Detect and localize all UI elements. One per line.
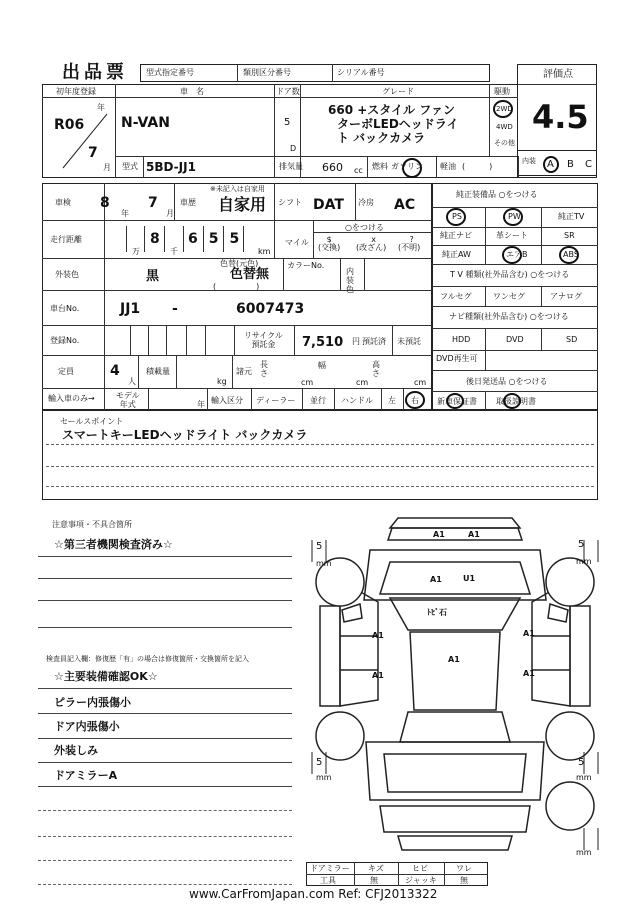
- model-year-label: モデル 年式: [116, 391, 140, 409]
- damage-a1-windshield: A1: [430, 575, 442, 584]
- grade-line2: ターボLEDヘッドライ: [337, 117, 459, 131]
- interior-a[interactable]: A: [547, 159, 554, 170]
- year-unit: 年: [97, 103, 105, 112]
- import-parallel[interactable]: 並行: [310, 396, 326, 405]
- recycle-unit: 円: [352, 337, 360, 346]
- score-label: 評価点: [543, 69, 573, 80]
- equip-aw[interactable]: 純正AW: [442, 250, 471, 259]
- inspection-month: 7: [148, 195, 158, 211]
- length-label: 長さ: [260, 360, 268, 378]
- doors-label: ドア数: [276, 87, 300, 96]
- handle-right-circle: [405, 391, 425, 409]
- drive-other[interactable]: その他: [494, 139, 515, 147]
- model-label: 型式: [122, 162, 138, 171]
- later-warranty[interactable]: 新車保証書: [437, 397, 477, 406]
- notes-item-1: ☆主要装備確認OK☆: [54, 670, 158, 683]
- later-manual[interactable]: 取扱説明書: [496, 397, 536, 406]
- equip-airbag[interactable]: エアB: [506, 250, 528, 259]
- model-year-unit: 年: [197, 400, 205, 409]
- color-change-paren: ( ): [213, 282, 260, 291]
- equip-tv[interactable]: 純正TV: [558, 212, 585, 221]
- legend-jack: ジャッキ: [405, 876, 437, 885]
- capacity-label: 定員: [58, 367, 74, 376]
- navi-dvd[interactable]: DVD: [506, 335, 524, 344]
- navi-sd[interactable]: SD: [566, 335, 578, 344]
- legend-header-mirror: ドアミラー: [310, 864, 350, 873]
- tv-fullseg[interactable]: フルセグ: [440, 292, 472, 301]
- fuel-paren: ( ): [462, 162, 493, 171]
- capacity-unit: 人: [128, 377, 136, 386]
- dvd-label[interactable]: DVD再生可: [436, 354, 478, 363]
- recycle-value: 7,510: [302, 335, 344, 350]
- grade-label: グレード: [382, 87, 414, 96]
- recycle-paid[interactable]: 預託済: [362, 337, 386, 346]
- tv-analog[interactable]: アナログ: [550, 292, 582, 301]
- mile-label: マイル: [285, 238, 309, 247]
- inspection-year: 8: [100, 195, 110, 211]
- tread-rear-left: 5: [316, 757, 323, 768]
- tread-rear-right-unit: mm: [576, 773, 592, 782]
- month-unit: 月: [103, 163, 111, 172]
- color-value: 黒: [146, 269, 160, 284]
- interior-b[interactable]: B: [567, 159, 574, 170]
- equip-abs[interactable]: ABS: [563, 250, 579, 259]
- equip-leather[interactable]: 革シート: [496, 231, 528, 240]
- load-label: 積載量: [146, 367, 170, 376]
- drive-4wd[interactable]: 4WD: [496, 123, 513, 131]
- sales-text: スマートキーLEDヘッドライト バックカメラ: [62, 428, 308, 442]
- car-damage-diagram: [300, 510, 610, 860]
- score-value: 4.5: [532, 98, 589, 136]
- fuel-diesel[interactable]: 軽油: [440, 162, 456, 171]
- odometer-tampered[interactable]: x (改ざん): [356, 235, 387, 252]
- tread-rear-right: 5: [578, 757, 585, 768]
- first-reg-label: 初年度登録: [56, 87, 96, 96]
- equip-ps[interactable]: PS: [452, 212, 462, 221]
- watermark: www.CarFromJapan.com Ref: CFJ2013322: [186, 887, 440, 901]
- model-code-label: 型式指定番号: [146, 68, 194, 77]
- interior-a-circle: [543, 156, 559, 173]
- width-cm: cm: [356, 378, 369, 387]
- page-title: 出品票: [62, 62, 128, 83]
- legend-tools: 工具: [320, 876, 336, 885]
- tv-oneseg[interactable]: ワンセグ: [493, 292, 525, 301]
- history-label: 車歴: [180, 198, 196, 207]
- chassis-prefix: JJ1: [120, 301, 141, 317]
- tread-spare-unit: mm: [576, 848, 592, 857]
- later-manual-circle: [503, 393, 521, 409]
- tread-front-left: 5: [316, 541, 323, 552]
- navi-hdd[interactable]: HDD: [452, 335, 471, 344]
- notes-item-2: ピラー内張傷小: [54, 696, 131, 709]
- sales-label: セールスポイント: [60, 417, 124, 426]
- odometer-circle-note: ○をつける: [345, 223, 384, 232]
- car-name-value: N-VAN: [121, 115, 170, 131]
- navi-title: ナビ種類(社外品含む) ○をつける: [449, 312, 569, 321]
- damage-a1-right-door: A1: [523, 629, 535, 638]
- load-unit: kg: [217, 377, 227, 386]
- mileage-thousand: 655: [188, 231, 251, 247]
- legend-tools-value: 無: [370, 876, 378, 885]
- disp-value: 660: [322, 161, 343, 174]
- later-warranty-circle: [446, 393, 464, 409]
- equip-pw[interactable]: PW: [508, 212, 521, 221]
- handle-left[interactable]: 左: [388, 396, 396, 405]
- legend-header-break: ワレ: [456, 864, 472, 873]
- aircon-value: AC: [394, 197, 416, 213]
- fuel-gas[interactable]: ガソリン: [391, 162, 423, 171]
- recycle-label: リサイクル 預託金: [244, 331, 283, 349]
- chassis-value: 6007473: [236, 301, 305, 317]
- equip-airbag-circle: [502, 246, 522, 264]
- grade-line1: 660 +スタイル ファン: [328, 103, 455, 117]
- tread-front-left-unit: mm: [316, 559, 332, 568]
- odometer-replaced[interactable]: $ (交換): [318, 235, 341, 252]
- drive-label: 駆動: [494, 87, 510, 96]
- fuel-label: 燃料: [372, 162, 388, 171]
- handle-label: ハンドル: [341, 396, 373, 405]
- equip-navi[interactable]: 純正ナビ: [440, 231, 472, 240]
- interior-c[interactable]: C: [585, 159, 592, 170]
- serial-label: シリアル番号: [337, 68, 385, 77]
- height-label: 高さ: [372, 360, 380, 378]
- handle-right[interactable]: 右: [411, 396, 419, 405]
- shift-value: DAT: [313, 197, 344, 213]
- history-value: 自家用: [218, 195, 267, 214]
- length-cm: cm: [301, 378, 314, 387]
- equipment-title: 純正装備品 ○をつける: [456, 190, 538, 199]
- notes-item-3: ドア内張傷小: [54, 720, 120, 733]
- damage-a1-roof: A1: [448, 655, 460, 664]
- doors-unit: D: [290, 144, 297, 153]
- notes-item-5: ドアミラーA: [54, 769, 118, 782]
- doors-value: 5: [284, 117, 291, 128]
- aircon-label: 冷房: [358, 198, 374, 207]
- damage-a1-front: A1: [433, 530, 445, 539]
- damage-a1-left-door: A1: [372, 631, 384, 640]
- mileage-km: km: [258, 247, 271, 256]
- inspection-label: 車検: [55, 198, 71, 207]
- first-reg-month: 7: [88, 145, 98, 161]
- import-dealer[interactable]: ディーラー: [256, 396, 296, 405]
- damage-chip-stone: ﾄﾋﾞ石: [427, 608, 447, 617]
- mileage-label: 走行距離: [50, 235, 82, 244]
- equip-pw-circle: [503, 208, 523, 226]
- tread-front-right-unit: mm: [576, 557, 592, 566]
- first-reg-value: R06: [54, 117, 85, 133]
- legend-header-scratch: キズ: [368, 864, 384, 873]
- drive-2wd[interactable]: 2WD: [496, 105, 513, 113]
- disp-label: 排気量: [279, 162, 303, 171]
- notes-label: 注意事項・不具合箇所: [52, 520, 132, 529]
- recycle-unpaid[interactable]: 未預託: [397, 337, 421, 346]
- inspection-month-unit: 月: [166, 209, 174, 218]
- color-no-label: カラーNo.: [287, 261, 325, 270]
- import-type-label: 輸入区分: [211, 396, 243, 405]
- width-label: 幅: [318, 361, 326, 370]
- regno-label: 登録No.: [50, 336, 80, 345]
- inspection-year-unit: 年: [121, 209, 129, 218]
- tread-rear-left-unit: mm: [316, 773, 332, 782]
- notes-line1: ☆第三者機関検査済み☆: [54, 538, 173, 551]
- equip-sr[interactable]: SR: [564, 231, 575, 240]
- model-value: 5BD-JJ1: [146, 160, 196, 174]
- inspector-label: 検査員記入欄：修復歴「有」の場合は修復箇所・交換箇所を記入: [46, 655, 249, 663]
- notes-item-4: 外装しみ: [54, 744, 98, 757]
- damage-u1-windshield: U1: [463, 574, 476, 583]
- later-title: 後日発送品 ○をつける: [466, 377, 548, 386]
- mileage-sen: 千: [170, 247, 178, 256]
- chassis-label: 車台No.: [50, 304, 80, 313]
- mileage-value: 8: [150, 231, 160, 247]
- color-change-label: 色替(元色): [220, 259, 259, 268]
- legend-jack-value: 無: [460, 876, 468, 885]
- capacity-value: 4: [110, 363, 120, 379]
- legend-header-crack: ヒビ: [412, 864, 428, 873]
- car-name-label: 車 名: [180, 87, 204, 96]
- mileage-man: 万: [132, 247, 140, 256]
- dims-label: 諸元: [236, 367, 252, 376]
- color-label: 外装色: [55, 270, 79, 279]
- damage-a1-right-rear: A1: [523, 669, 535, 678]
- interior-label: 内装: [522, 157, 536, 165]
- odometer-unknown[interactable]: ? (不明): [398, 235, 421, 252]
- disp-unit: cc: [354, 166, 363, 175]
- tv-title: T V 種類(社外品含む) ○をつける: [450, 270, 570, 279]
- damage-a1-left-rear: A1: [372, 671, 384, 680]
- fuel-gas-circle: [402, 158, 422, 178]
- shift-label: シフト: [278, 198, 302, 207]
- chassis-dash: -: [172, 301, 178, 317]
- equip-ps-circle: [446, 208, 466, 226]
- drive-2wd-circle: [493, 100, 513, 118]
- equip-abs-circle: [559, 246, 579, 264]
- tread-front-right: 5: [578, 539, 585, 550]
- height-cm: cm: [414, 378, 427, 387]
- interior-color-label: 内装色: [346, 267, 354, 294]
- import-label: 輸入車のみ→: [48, 394, 95, 403]
- class-code-label: 類別区分番号: [243, 68, 291, 77]
- history-note: ※未記入は自家用: [210, 185, 265, 193]
- grade-line3: ト バックカメラ: [337, 131, 426, 145]
- color-change-value: 色替無: [230, 267, 270, 282]
- damage-a1-hood-right: A1: [468, 530, 480, 539]
